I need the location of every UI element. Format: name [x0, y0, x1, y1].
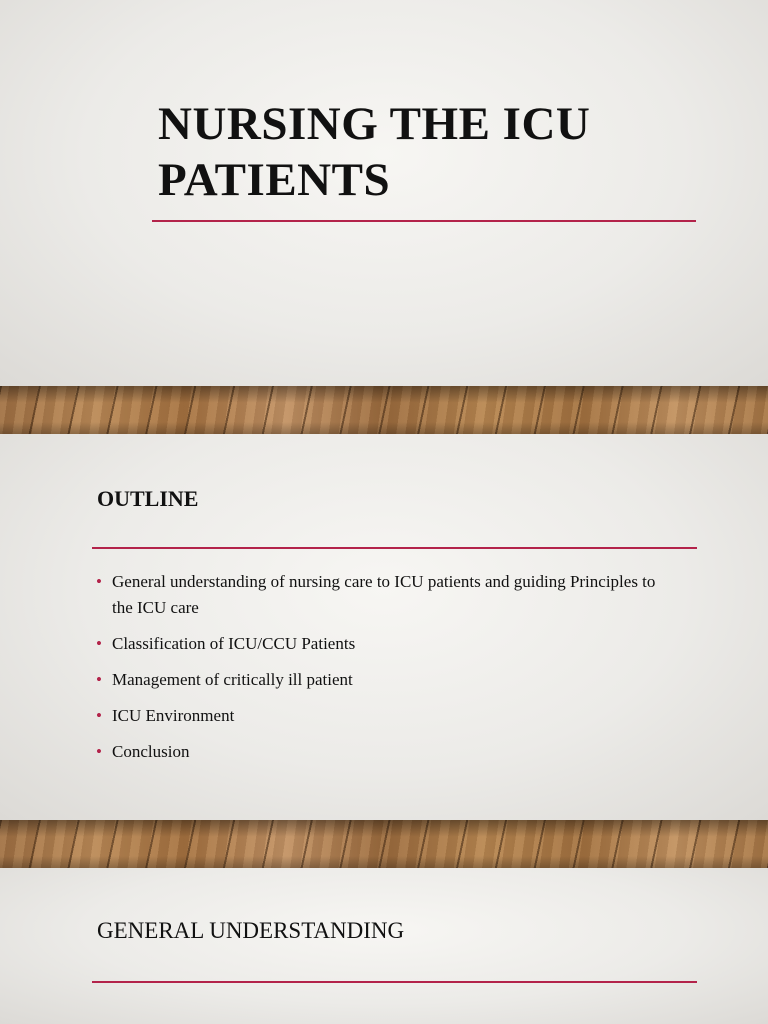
outline-bullet-list [96, 569, 676, 775]
outline-underline [92, 547, 697, 549]
title-underline [152, 220, 696, 222]
list-item [96, 703, 676, 729]
bullet-text: ICU Environment [112, 706, 235, 725]
outline-heading: OUTLINE [97, 486, 199, 511]
bullet-text: Conclusion [112, 742, 190, 761]
wood-floor-divider [0, 820, 768, 868]
wood-floor-divider [0, 386, 768, 434]
bullet-text: Classification of ICU/CCU Patients [112, 634, 356, 653]
bullet-icon: • [96, 706, 102, 725]
general-understanding-underline [92, 981, 697, 983]
general-understanding-heading: GENERAL UNDERSTANDING [97, 918, 405, 943]
bullet-icon: • [96, 572, 102, 591]
bullet-icon: • [96, 634, 102, 653]
slide-general-understanding [0, 868, 768, 1024]
bullet-text: Management of critically ill patient [112, 670, 353, 689]
slide-title-heading: NURSING THE ICU PATIENTS [158, 98, 591, 206]
list-item [96, 631, 676, 657]
slide-title [0, 0, 768, 386]
list-item [96, 667, 676, 693]
bullet-icon: • [96, 670, 102, 689]
list-item [96, 569, 676, 621]
bullet-icon: • [96, 742, 102, 761]
bullet-text: General understanding of nursing care to ICU patients and guiding Principles to the ICU care [112, 572, 656, 617]
list-item [96, 739, 676, 765]
